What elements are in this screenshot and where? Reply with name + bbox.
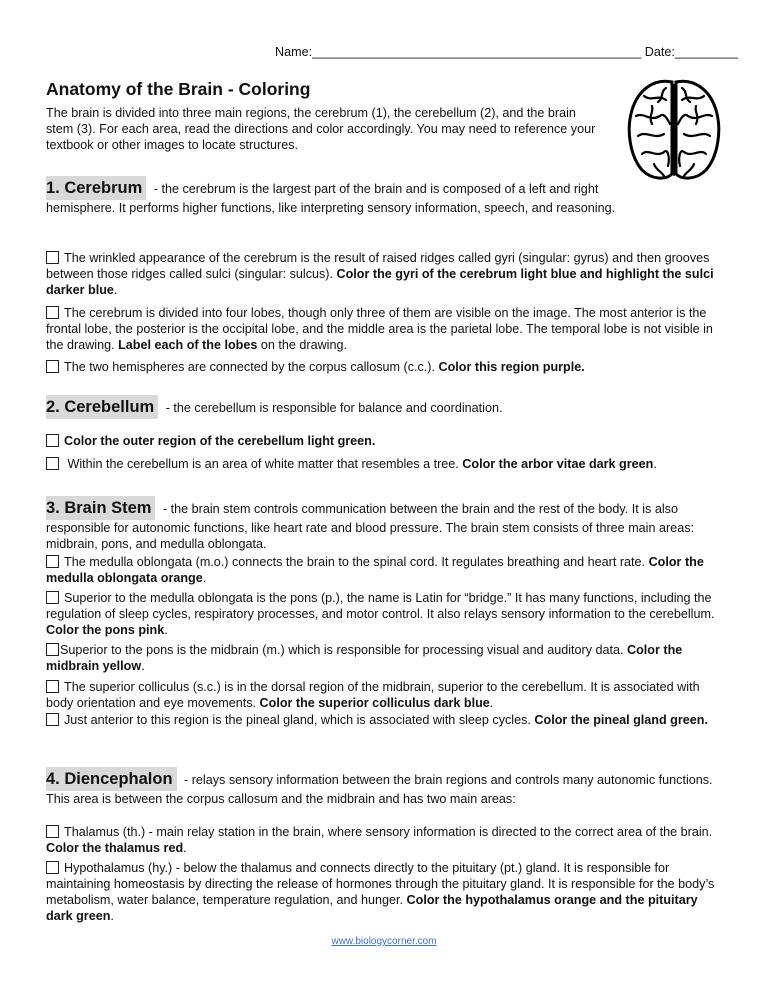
task-text: The cerebrum is divided into four lobes, though only three of them are visible on the image. The most anterior is the frontal lobe, the posterior is the occipital lobe, and the middle area is the parietal lobe. The temporal lobe is not visible in the drawing. <box>46 306 713 352</box>
task-text: The superior colliculus (s.c.) is in the dorsal region of the midbrain, superior to the cerebellum. It is associated with body orientation and eye movements. <box>46 680 700 710</box>
task-instruction: Label each of the lobes <box>118 338 258 352</box>
task-text-end: on the drawing. <box>257 338 347 352</box>
checkbox[interactable] <box>46 555 59 568</box>
task-text-end: . <box>653 457 657 471</box>
section-cerebrum-intro <box>46 176 616 216</box>
section-heading: 1. Cerebrum <box>46 176 146 200</box>
task-instruction: Color the pineal gland green. <box>534 713 708 727</box>
section-heading: 3. Brain Stem <box>46 496 155 520</box>
checkbox[interactable] <box>46 643 59 656</box>
task-item <box>46 712 722 728</box>
checkbox[interactable] <box>46 360 59 373</box>
page-title: Anatomy of the Brain - Coloring <box>46 79 311 99</box>
section-diencephalon-intro <box>46 767 722 807</box>
task-item <box>46 590 722 638</box>
brain-illustration <box>624 76 724 182</box>
task-text-end: . <box>164 623 168 637</box>
task-text: The wrinkled appearance of the cerebrum is the result of raised ridges called gyri (singular: gyrus) and then grooves between those ridges called sulci (singular: sulcus). <box>46 251 710 281</box>
task-text-end: . <box>202 571 207 585</box>
task-text-end: . <box>110 909 114 923</box>
task-text-end: . <box>141 659 145 673</box>
section-description: - the brain stem controls communication between the brain and the rest of the body. It is also responsible for autonomic functions, like heart rate and blood pressure. The brain stem consists of three main areas: midbrain, pons, and medulla oblongata. <box>46 502 694 551</box>
task-text: Thalamus (th.) - main relay station in the brain, where sensory information is directed to the correct area of the brain. <box>64 825 713 839</box>
checkbox[interactable] <box>46 306 59 319</box>
date-field[interactable]: _________ <box>674 45 738 59</box>
section-heading: 2. Cerebellum <box>46 395 158 419</box>
footer <box>0 934 768 950</box>
task-instruction: Color the gyri of the cerebrum light blue and highlight the sulci darker blue <box>46 267 714 297</box>
task-instruction: Color the arbor vitae dark green <box>462 457 654 471</box>
intro-text: The brain is divided into three main regions, the cerebrum (1), the cerebellum (2), and the brain stem (3). For each area, read the directions and color accordingly. You may need to reference your textbook or other images to locate structures. <box>46 106 596 152</box>
task-item <box>46 305 722 353</box>
checkbox[interactable] <box>46 825 59 838</box>
task-text: Within the cerebellum is an area of white matter that resembles a tree. <box>64 457 463 471</box>
task-item <box>46 554 722 586</box>
task-text: Just anterior to this region is the pineal gland, which is associated with sleep cycles. <box>64 713 535 727</box>
name-field[interactable]: _______________________________________________ <box>312 45 642 59</box>
task-instruction: Color the outer region of the cerebellum light green. <box>64 434 376 448</box>
task-item <box>46 359 722 375</box>
task-text: Superior to the pons is the midbrain (m.) which is responsible for processing visual and auditory data. <box>60 643 628 657</box>
checkbox[interactable] <box>46 680 59 693</box>
task-instruction: Color the medulla oblongata orange <box>46 555 704 585</box>
section-heading: 4. Diencephalon <box>46 767 177 791</box>
checkbox[interactable] <box>46 434 59 447</box>
task-text-end: . <box>183 841 187 855</box>
task-text-end: . <box>489 696 494 710</box>
task-text: The two hemispheres are connected by the corpus callosum (c.c.). <box>64 360 439 374</box>
checkbox[interactable] <box>46 713 59 726</box>
task-text: The medulla oblongata (m.o.) connects the brain to the spinal cord. It regulates breathing and heart rate. <box>64 555 649 569</box>
checkbox[interactable] <box>46 591 59 604</box>
section-cerebellum-intro <box>46 395 722 419</box>
task-instruction: Color the superior colliculus dark blue <box>259 696 490 710</box>
task-item <box>46 679 722 711</box>
task-instruction: Color the thalamus red <box>46 841 184 855</box>
task-item <box>46 642 722 674</box>
section-description: - the cerebrum is the largest part of the brain and is composed of a left and right hemisphere. It performs higher functions, like interpreting sensory information, speech, and reasoning. <box>46 182 616 215</box>
task-instruction: Color the midbrain yellow <box>46 643 683 673</box>
checkbox[interactable] <box>46 457 59 470</box>
task-item <box>46 456 722 472</box>
section-description: - relays sensory information between the brain regions and controls many autonomic functions. This area is between the corpus callosum and the midbrain and has two main areas: <box>46 773 713 806</box>
name-date-line <box>275 44 738 60</box>
task-text: Superior to the medulla oblongata is the pons (p.), the name is Latin for “bridge.” It has many functions, including the regulation of sleep cycles, respiratory processes, and motor control. It also relays sensory information to the cerebellum. <box>46 591 715 621</box>
section-brainstem-intro <box>46 496 722 552</box>
task-instruction: Color the pons pink <box>46 623 165 637</box>
checkbox[interactable] <box>46 861 59 874</box>
task-item <box>46 250 722 298</box>
task-item <box>46 433 722 449</box>
name-label: Name: <box>275 45 313 59</box>
task-instruction: Color this region purple. <box>438 360 585 374</box>
checkbox[interactable] <box>46 251 59 264</box>
task-item <box>46 860 722 924</box>
task-text: Hypothalamus (hy.) - below the thalamus and connects directly to the pituitary (pt.) gland. It is responsible for maintaining homeostasis by directing the release of hormones through the pituitary gland. It is responsible for the body’s metabolism, water balance, temperature regulation, and hunger. <box>46 861 715 907</box>
task-instruction: Color the hypothalamus orange and the pituitary dark green <box>46 893 698 923</box>
section-description: - the cerebellum is responsible for balance and coordination. <box>162 401 503 415</box>
task-text-end: . <box>113 283 118 297</box>
date-label: Date: <box>644 45 675 59</box>
task-item <box>46 824 722 856</box>
footer-link[interactable]: www.biologycorner.com <box>331 936 437 947</box>
